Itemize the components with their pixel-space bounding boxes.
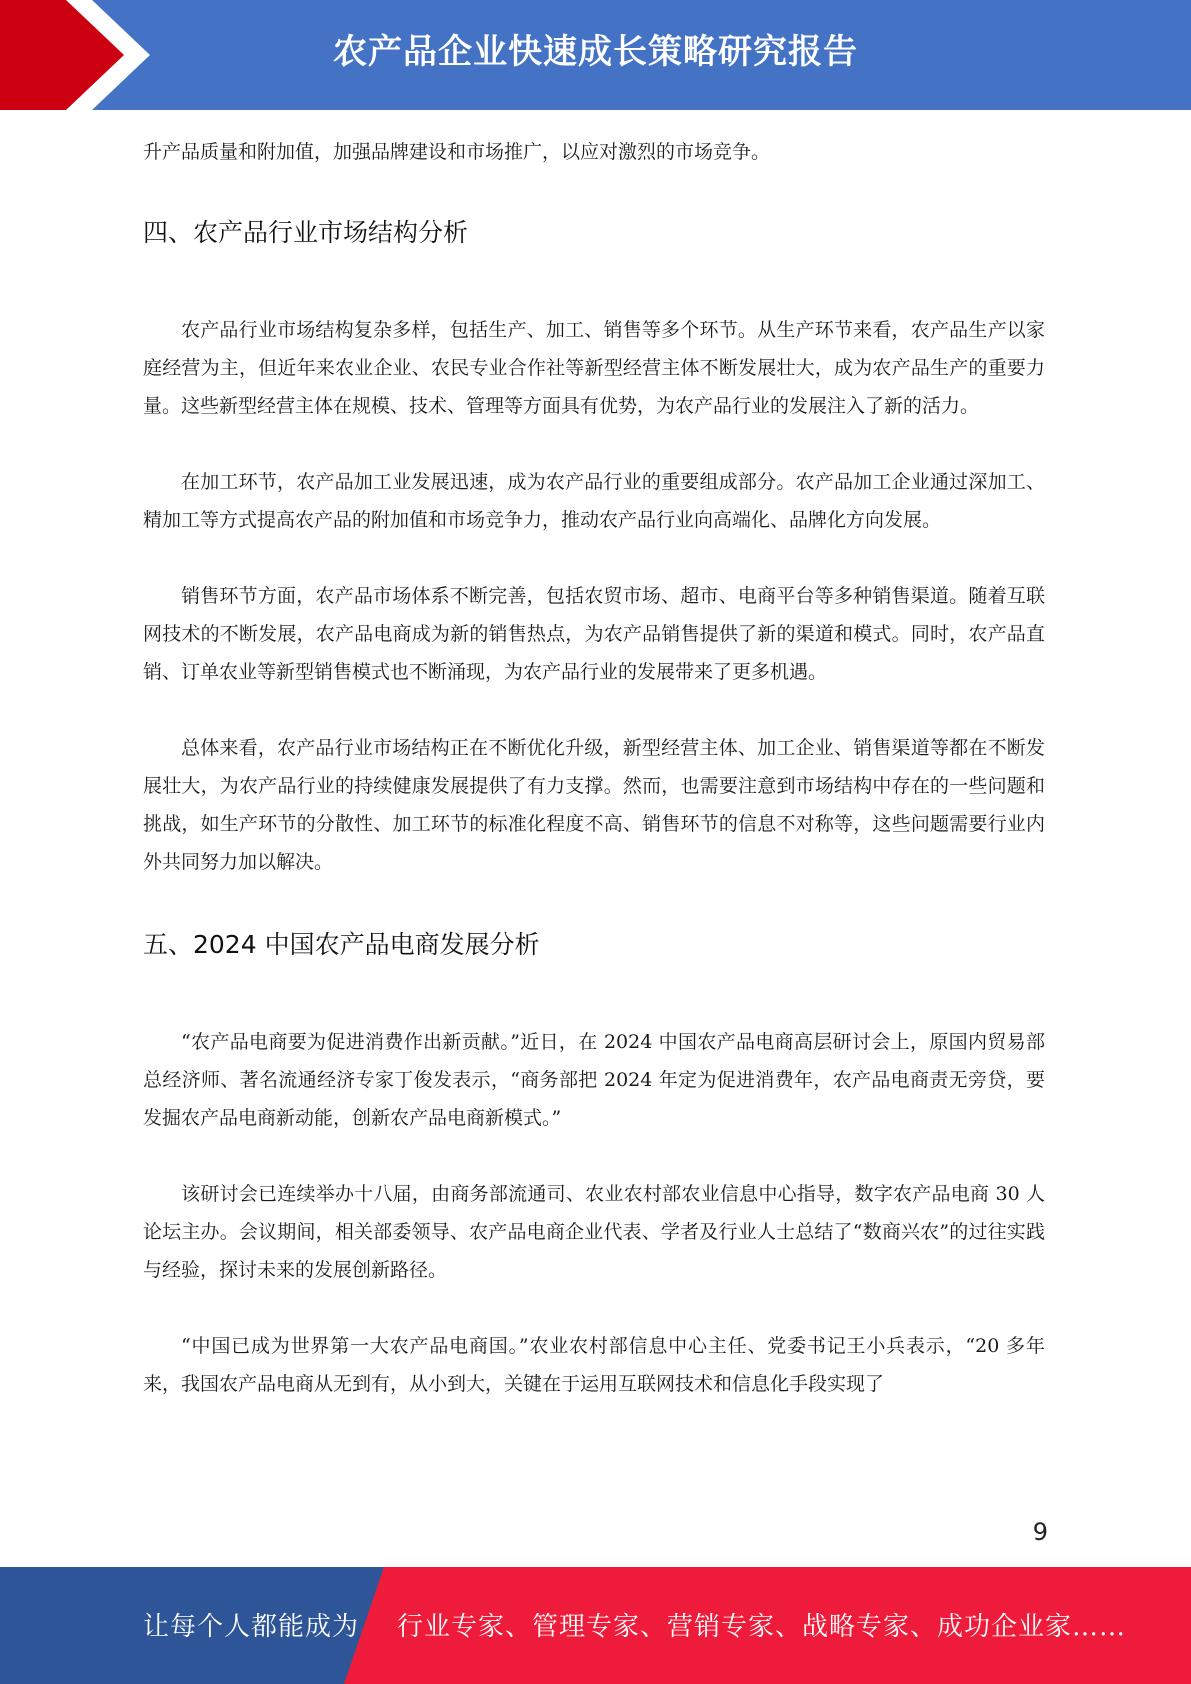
paragraph: 农产品行业市场结构复杂多样，包括生产、加工、销售等多个环节。从生产环节来看，农产品生产以家庭经营为主，但近年来农业企业、农民专业合作社等新型经营主体不断发展壮大，成为农产品生产的重要力量。这些新型经营主体在规模、技术、管理等方面具有优势，为农产品行业的发展注入了新的活力。: [143, 319, 1045, 417]
paragraph: “农产品电商要为促进消费作出新贡献。”近日，在 2024 中国农产品电商高层研讨会上，原国内贸易部总经济师、著名流通经济专家丁俊发表示，“商务部把 2024 年定为促进消费年，农产品电商责无旁贷，要发掘农产品电商新动能，创新农产品电商新模式。”: [143, 1031, 1045, 1129]
report-header: [0, 0, 1191, 110]
paragraph: 销售环节方面，农产品市场体系不断完善，包括农贸市场、超市、电商平台等多种销售渠道。随着互联网技术的不断发展，农产品电商成为新的销售热点，为农产品销售提供了新的渠道和模式。同时，农产品直销、订单农业等新型销售模式也不断涌现，为农产品行业的发展带来了更多机遇。: [143, 585, 1045, 683]
page-content: [143, 133, 1045, 1403]
section-heading-4: 四、农产品行业市场结构分析: [143, 218, 469, 247]
paragraph: 该研讨会已连续举办十八届，由商务部流通司、农业农村部农业信息中心指导，数字农产品电商 30 人论坛主办。会议期间，相关部委领导、农产品电商企业代表、学者及行业人士总结了“数商兴农”的过往实践与经验，探讨未来的发展创新路径。: [143, 1183, 1045, 1281]
intro-line: 升产品质量和附加值，加强品牌建设和市场推广，以应对激烈的市场竞争。: [143, 141, 771, 163]
footer-slogan-right: 行业专家、管理专家、营销专家、战略专家、成功企业家……: [397, 1612, 1127, 1642]
page-number: 9: [1032, 1518, 1048, 1546]
report-footer: [0, 1567, 1191, 1684]
paragraph: 在加工环节，农产品加工业发展迅速，成为农产品行业的重要组成部分。农产品加工企业通过深加工、精加工等方式提高农产品的附加值和市场竞争力，推动农产品行业向高端化、品牌化方向发展。: [143, 471, 1045, 531]
section-heading-5: 五、2024 中国农产品电商发展分析: [143, 930, 540, 959]
paragraph: “中国已成为世界第一大农产品电商国。”农业农村部信息中心主任、党委书记王小兵表示，“20 多年来，我国农产品电商从无到有，从小到大，关键在于运用互联网技术和信息化手段实现了: [143, 1335, 1045, 1395]
report-title: 农产品企业快速成长策略研究报告: [333, 32, 858, 72]
footer-slogan-left: 让每个人都能成为: [143, 1612, 360, 1642]
paragraph: 总体来看，农产品行业市场结构正在不断优化升级，新型经营主体、加工企业、销售渠道等都在不断发展壮大，为农产品行业的持续健康发展提供了有力支撑。然而，也需要注意到市场结构中存在的一些问题和挑战，如生产环节的分散性、加工环节的标准化程度不高、销售环节的信息不对称等，这些问题需要行业内外共同努力加以解决。: [143, 737, 1045, 873]
